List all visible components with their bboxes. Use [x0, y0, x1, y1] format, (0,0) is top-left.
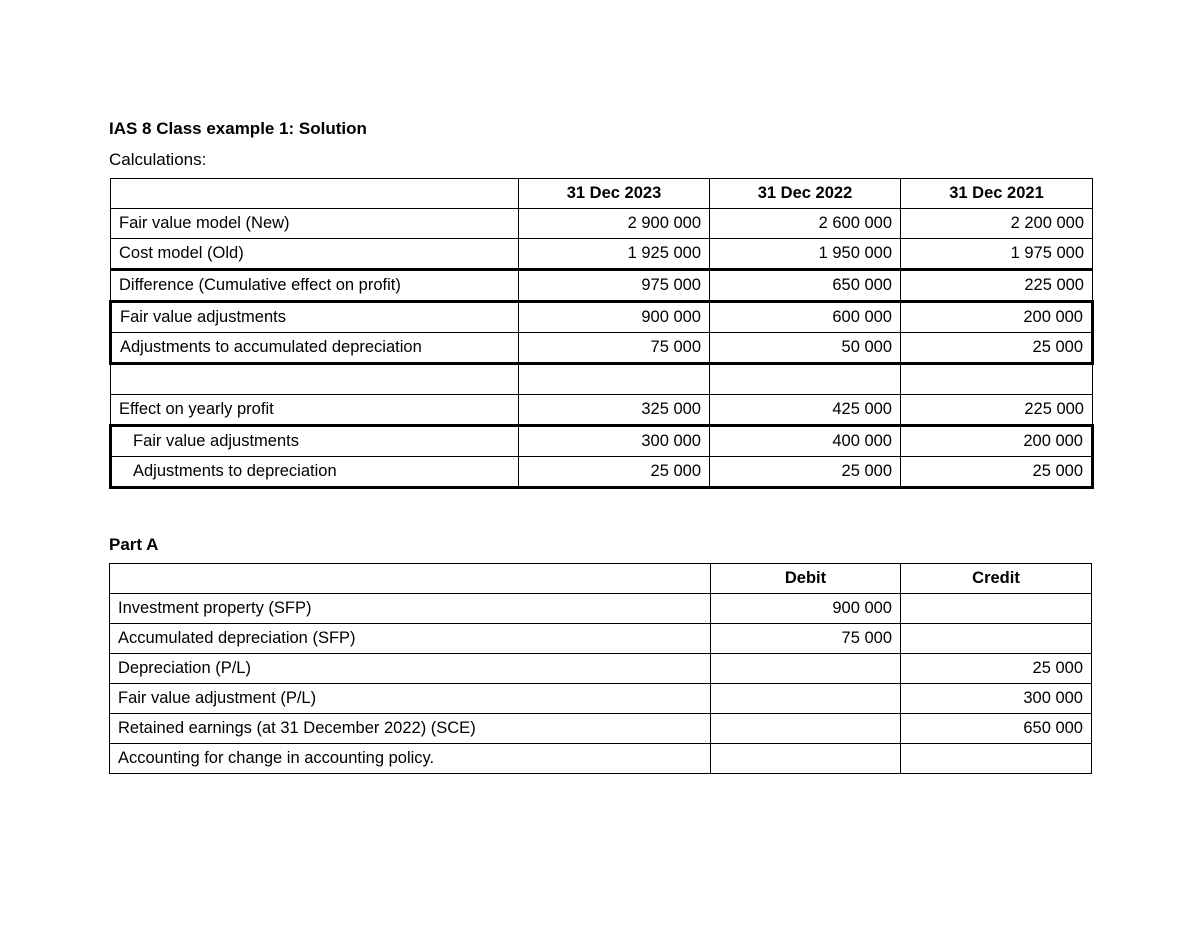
table-row [111, 270, 1093, 302]
calculations-table [109, 178, 1094, 489]
row-label: Cost model (Old) [111, 239, 519, 270]
value-cell: 300 000 [519, 426, 710, 457]
debit-cell [711, 684, 901, 714]
value-cell: 325 000 [519, 395, 710, 426]
value-cell: 25 000 [519, 457, 710, 488]
value-cell: 2 600 000 [710, 209, 901, 239]
table-row [110, 654, 1092, 684]
header-cell: 31 Dec 2021 [901, 179, 1093, 209]
debit-cell [711, 744, 901, 774]
row-label: Fair value adjustments [111, 302, 519, 333]
narration-label: Accounting for change in accounting policy. [110, 744, 711, 774]
value-cell: 400 000 [710, 426, 901, 457]
header-cell: 31 Dec 2023 [519, 179, 710, 209]
value-cell: 2 900 000 [519, 209, 710, 239]
row-label: Adjustments to depreciation [111, 457, 519, 488]
credit-cell: 300 000 [901, 684, 1092, 714]
value-cell: 600 000 [710, 302, 901, 333]
value-cell: 1 925 000 [519, 239, 710, 270]
value-cell [901, 364, 1093, 395]
row-label: Adjustments to accumulated depreciation [111, 333, 519, 364]
value-cell: 900 000 [519, 302, 710, 333]
table-row [110, 594, 1092, 624]
table-row [110, 714, 1092, 744]
credit-cell [901, 594, 1092, 624]
value-cell: 1 950 000 [710, 239, 901, 270]
table-row [111, 239, 1093, 270]
debit-cell [711, 654, 901, 684]
table-row [110, 744, 1092, 774]
table-row [110, 624, 1092, 654]
part-a-label: Part A [109, 535, 159, 554]
debit-cell: 900 000 [711, 594, 901, 624]
value-cell: 200 000 [901, 426, 1093, 457]
header-cell: Credit [901, 564, 1092, 594]
table-row [111, 333, 1093, 364]
page-title: IAS 8 Class example 1: Solution [109, 119, 367, 138]
account-label: Retained earnings (at 31 December 2022) (SCE) [110, 714, 711, 744]
table-row [111, 426, 1093, 457]
value-cell: 25 000 [901, 457, 1093, 488]
table-row [111, 364, 1093, 395]
row-label [111, 364, 519, 395]
value-cell: 1 975 000 [901, 239, 1093, 270]
row-label: Difference (Cumulative effect on profit) [111, 270, 519, 302]
value-cell [710, 364, 901, 395]
table-row [111, 457, 1093, 488]
table-row [111, 395, 1093, 426]
debit-cell [711, 714, 901, 744]
debit-cell: 75 000 [711, 624, 901, 654]
part-a-journal-table [109, 563, 1092, 774]
value-cell: 425 000 [710, 395, 901, 426]
account-label: Accumulated depreciation (SFP) [110, 624, 711, 654]
row-label: Effect on yearly profit [111, 395, 519, 426]
value-cell: 2 200 000 [901, 209, 1093, 239]
value-cell: 25 000 [710, 457, 901, 488]
table-row [110, 684, 1092, 714]
row-label: Fair value model (New) [111, 209, 519, 239]
value-cell: 25 000 [901, 333, 1093, 364]
value-cell: 50 000 [710, 333, 901, 364]
credit-cell [901, 624, 1092, 654]
credit-cell: 25 000 [901, 654, 1092, 684]
value-cell: 225 000 [901, 270, 1093, 302]
credit-cell: 650 000 [901, 714, 1092, 744]
value-cell: 650 000 [710, 270, 901, 302]
value-cell: 75 000 [519, 333, 710, 364]
account-label: Investment property (SFP) [110, 594, 711, 624]
table-header-row [110, 564, 1092, 594]
credit-cell [901, 744, 1092, 774]
row-label: Fair value adjustments [111, 426, 519, 457]
table-header-row [111, 179, 1093, 209]
value-cell [519, 364, 710, 395]
header-cell: 31 Dec 2022 [710, 179, 901, 209]
account-label: Depreciation (P/L) [110, 654, 711, 684]
calculations-label: Calculations: [109, 150, 207, 169]
account-label: Fair value adjustment (P/L) [110, 684, 711, 714]
table-row [111, 209, 1093, 239]
value-cell: 200 000 [901, 302, 1093, 333]
header-cell: Debit [711, 564, 901, 594]
header-cell [110, 564, 711, 594]
value-cell: 975 000 [519, 270, 710, 302]
table-row [111, 302, 1093, 333]
value-cell: 225 000 [901, 395, 1093, 426]
header-cell [111, 179, 519, 209]
